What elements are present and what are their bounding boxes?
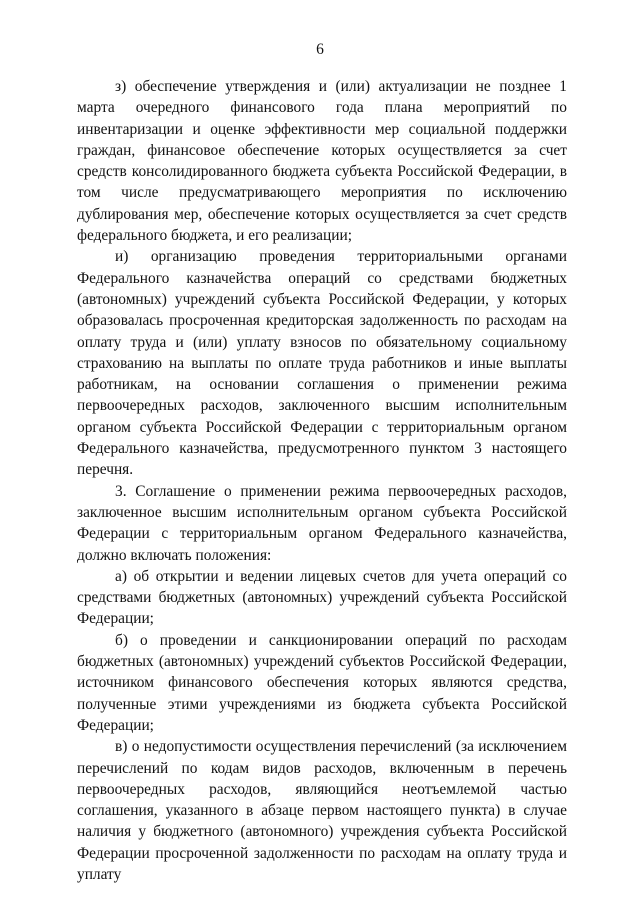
paragraph-item-i: и) организацию проведения территориальными органами Федерального казначейства операций со средствами бюджетных (автономных) учреждений субъекта Российской Федерации, у которых образовалась просроченная кредиторская задолженность по расходам на оплату труда и (или) уплату взносов по обязательному социальному страхованию на выплаты по оплате труда работников и иные выплаты работникам, на основании соглашения о применении режима первоочередных расходов, заключенного высшим исполнительным органом субъекта Российской Федерации с территориальным органом Федерального казначейства, предусмотренного пунктом 3 настоящего перечня. — [77, 248, 567, 479]
page-number: 6 — [316, 41, 324, 58]
paragraph-item-a: а) об открытии и ведении лицевых счетов для учета операций со средствами бюджетных (автономных) учреждений субъекта Российской Федерации; — [77, 567, 567, 628]
paragraph-item-v: в) о недопустимости осуществления перечислений (за исключением перечислений по кодам видов расходов, включенным в перечень первоочередных расходов, являющийся неотъемлемой частью соглашения, указанного в абзаце первом настоящего пункта) в случае наличия у бюджетного (автономного) учреждения субъекта Российской Федерации просроченной задолженности по расходам на оплату труда и уплату — [77, 738, 567, 883]
paragraph-clause-3: 3. Соглашение о применении режима первоочередных расходов, заключенное высшим исполнительным органом субъекта Российской Федерации с территориальным органом Федерального казначейства, должно включать положения: — [77, 482, 567, 564]
paragraph-item-b: б) о проведении и санкционировании операций по расходам бюджетных (автономных) учреждений субъектов Российской Федерации, источником финансового обеспечения которых являются средства, полученные этими учреждениями из бюджета субъекта Российской Федерации; — [77, 631, 567, 734]
document-body — [77, 76, 567, 885]
paragraph-item-z: з) обеспечение утверждения и (или) актуализации не позднее 1 марта очередного финансового года плана мероприятий по инвентаризации и оценке эффективности мер социальной поддержки граждан, финансовое обеспечение которых осуществляется за счет средств консолидированного бюджета субъекта Российской Федерации, в том числе предусматривающего мероприятия по исключению дублирования мер, обеспечение которых осуществляется за счет средств федерального бюджета, и его реализации; — [77, 78, 567, 245]
